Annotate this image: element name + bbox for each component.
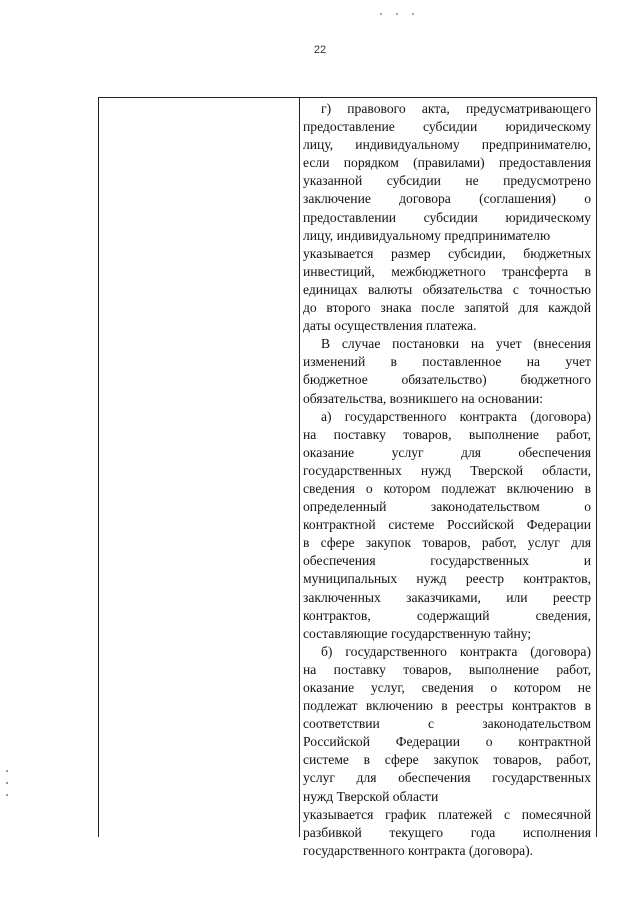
text-line: инвестиций, межбюджетного трансферта в bbox=[303, 263, 591, 279]
text-line: контрактной системе Российской Федерации bbox=[303, 517, 591, 533]
text-line: разбивкой текущего года исполнения bbox=[303, 824, 591, 840]
text-line: заключенных заказчиками, или реестр bbox=[303, 589, 591, 605]
text-line: лицу, индивидуальному предпринимателю, bbox=[303, 137, 591, 153]
text-line: бюджетное обязательство) бюджетного bbox=[303, 372, 591, 388]
text-line: а) государственного контракта (договора) bbox=[321, 408, 591, 424]
text-line: составляющие государственную тайну; bbox=[303, 625, 532, 641]
page-number: 22 bbox=[313, 44, 327, 56]
text-line: изменений в поставленное на учет bbox=[303, 354, 591, 370]
text-line: подлежат включению в реестры контрактов в bbox=[303, 698, 591, 714]
text-line: Российской Федерации о контрактной bbox=[303, 734, 591, 750]
text-line: В случае постановки на учет (внесения bbox=[321, 336, 591, 352]
text-line: предоставлении субсидии юридическому bbox=[303, 209, 591, 225]
text-line: системе в сфере закупок товаров, работ, bbox=[303, 752, 591, 768]
text-line: на поставку товаров, выполнение работ, bbox=[303, 661, 591, 677]
text-line: указанной субсидии не предусмотрено bbox=[303, 173, 591, 189]
document-table bbox=[98, 97, 597, 858]
text-line: лицу, индивидуальному предпринимателю bbox=[303, 227, 551, 243]
text-line: даты осуществления платежа. bbox=[303, 318, 477, 334]
text-line: г) правового акта, предусматривающего bbox=[321, 101, 591, 116]
text-line: оказание услуг для обеспечения bbox=[303, 444, 591, 460]
table-left-column bbox=[99, 98, 300, 837]
text-line: муниципальных нужд реестр контрактов, bbox=[303, 571, 591, 587]
table-right-column bbox=[303, 100, 591, 860]
text-line: определенный законодательством о bbox=[303, 499, 591, 515]
text-line: соответствии с законодательством bbox=[303, 716, 591, 732]
text-line: нужд Тверской области bbox=[303, 788, 439, 804]
text-line: указывается размер субсидии, бюджетных bbox=[303, 245, 591, 261]
text-line: контрактов, содержащий сведения, bbox=[303, 607, 591, 623]
text-line: единицах валюты обязательства с точностью bbox=[303, 281, 591, 297]
text-line: на поставку товаров, выполнение работ, bbox=[303, 426, 591, 442]
text-line: до второго знака после запятой для каждой bbox=[303, 300, 591, 316]
text-line: обязательства, возникшего на основании: bbox=[303, 390, 544, 406]
text-line: государственного контракта (договора). bbox=[303, 842, 534, 858]
text-line: заключение договора (соглашения) о bbox=[303, 191, 591, 207]
text-line: государственных нужд Тверской области, bbox=[303, 462, 591, 478]
text-line: предоставление субсидии юридическому bbox=[303, 119, 591, 135]
scan-marks-left bbox=[6, 770, 10, 820]
scan-marks-top bbox=[380, 2, 440, 6]
text-line: в сфере закупок товаров, работ, услуг для bbox=[303, 535, 591, 551]
text-line: указывается график платежей с помесячной bbox=[303, 806, 591, 822]
text-line: сведения о котором подлежат включению в bbox=[303, 480, 591, 496]
text-line: б) государственного контракта (договора) bbox=[321, 643, 591, 659]
text-line: услуг для обеспечения государственных bbox=[303, 770, 591, 786]
text-line: оказание услуг, сведения о котором не bbox=[303, 680, 591, 695]
text-line: если порядком (правилами) предоставления bbox=[303, 155, 591, 171]
text-line: обеспечения государственных и bbox=[303, 553, 591, 569]
